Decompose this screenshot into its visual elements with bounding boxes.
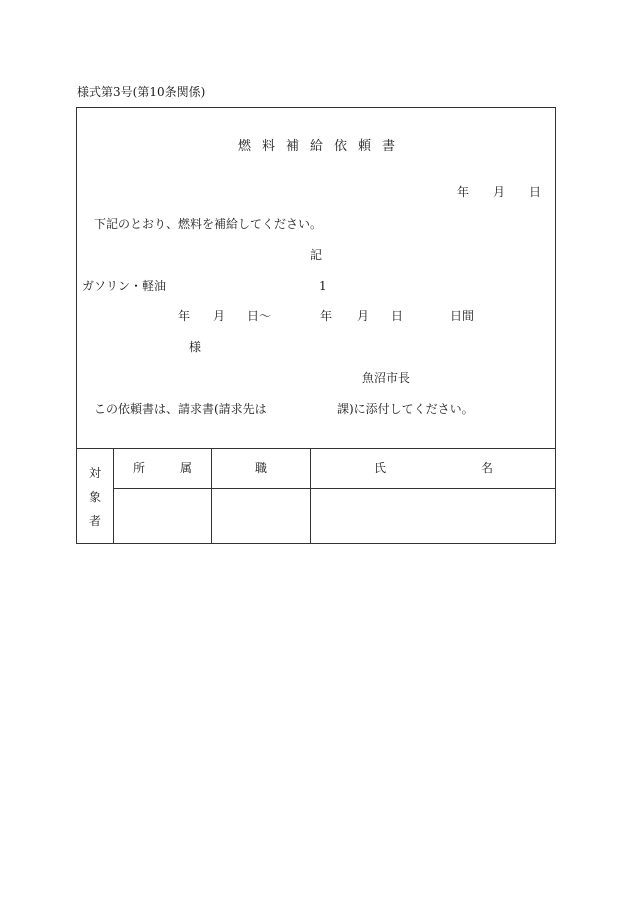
period-year-1: 年 — [178, 309, 191, 323]
ki-label: 記 — [310, 248, 323, 262]
title-char-1: 燃 — [238, 139, 252, 154]
intro-text: 下記のとおり、燃料を補給してください。 — [94, 217, 323, 231]
header-name-2: 名 — [481, 461, 494, 475]
form-frame — [76, 107, 556, 544]
item-number: 1 — [319, 279, 327, 293]
title-char-5: 依 — [334, 139, 348, 154]
form-number: 様式第3号(第10条関係) — [77, 85, 206, 99]
row-label-char-3: 者 — [88, 513, 101, 528]
period-duration: 日間 — [450, 309, 475, 323]
cell-position[interactable] — [212, 489, 310, 544]
title-char-2: 料 — [262, 139, 276, 154]
row-label-char-2: 象 — [88, 489, 101, 504]
period-month-2: 月 — [357, 309, 370, 323]
period-month-1: 月 — [213, 309, 226, 323]
title-char-6: 頼 — [358, 139, 372, 154]
date-day: 日 — [529, 185, 542, 199]
issuer: 魚沼市長 — [362, 371, 411, 385]
header-name-1: 氏 — [374, 461, 387, 475]
header-position: 職 — [255, 461, 268, 475]
attach-note-after: 課)に添付してください。 — [337, 402, 474, 416]
period-day-1: 日〜 — [247, 309, 272, 323]
header-affiliation-1: 所 — [133, 461, 146, 475]
date-month: 月 — [493, 185, 506, 199]
title-char-4: 給 — [310, 139, 324, 154]
period-year-2: 年 — [320, 309, 333, 323]
cell-name[interactable] — [311, 489, 555, 544]
row-label-target — [77, 449, 113, 544]
title-char-3: 補 — [286, 139, 300, 154]
header-affiliation-2: 属 — [180, 461, 193, 475]
date-year: 年 — [457, 185, 470, 199]
title-char-7: 書 — [382, 139, 396, 154]
addressee-suffix: 様 — [189, 340, 202, 354]
attach-note-before: この依頼書は、請求書(請求先は — [94, 402, 267, 416]
cell-affiliation[interactable] — [114, 489, 211, 544]
row-label-char-1: 対 — [88, 465, 101, 480]
period-day-2: 日 — [391, 309, 404, 323]
fuel-label: ガソリン・軽油 — [82, 279, 167, 293]
table-top-line — [76, 448, 556, 449]
